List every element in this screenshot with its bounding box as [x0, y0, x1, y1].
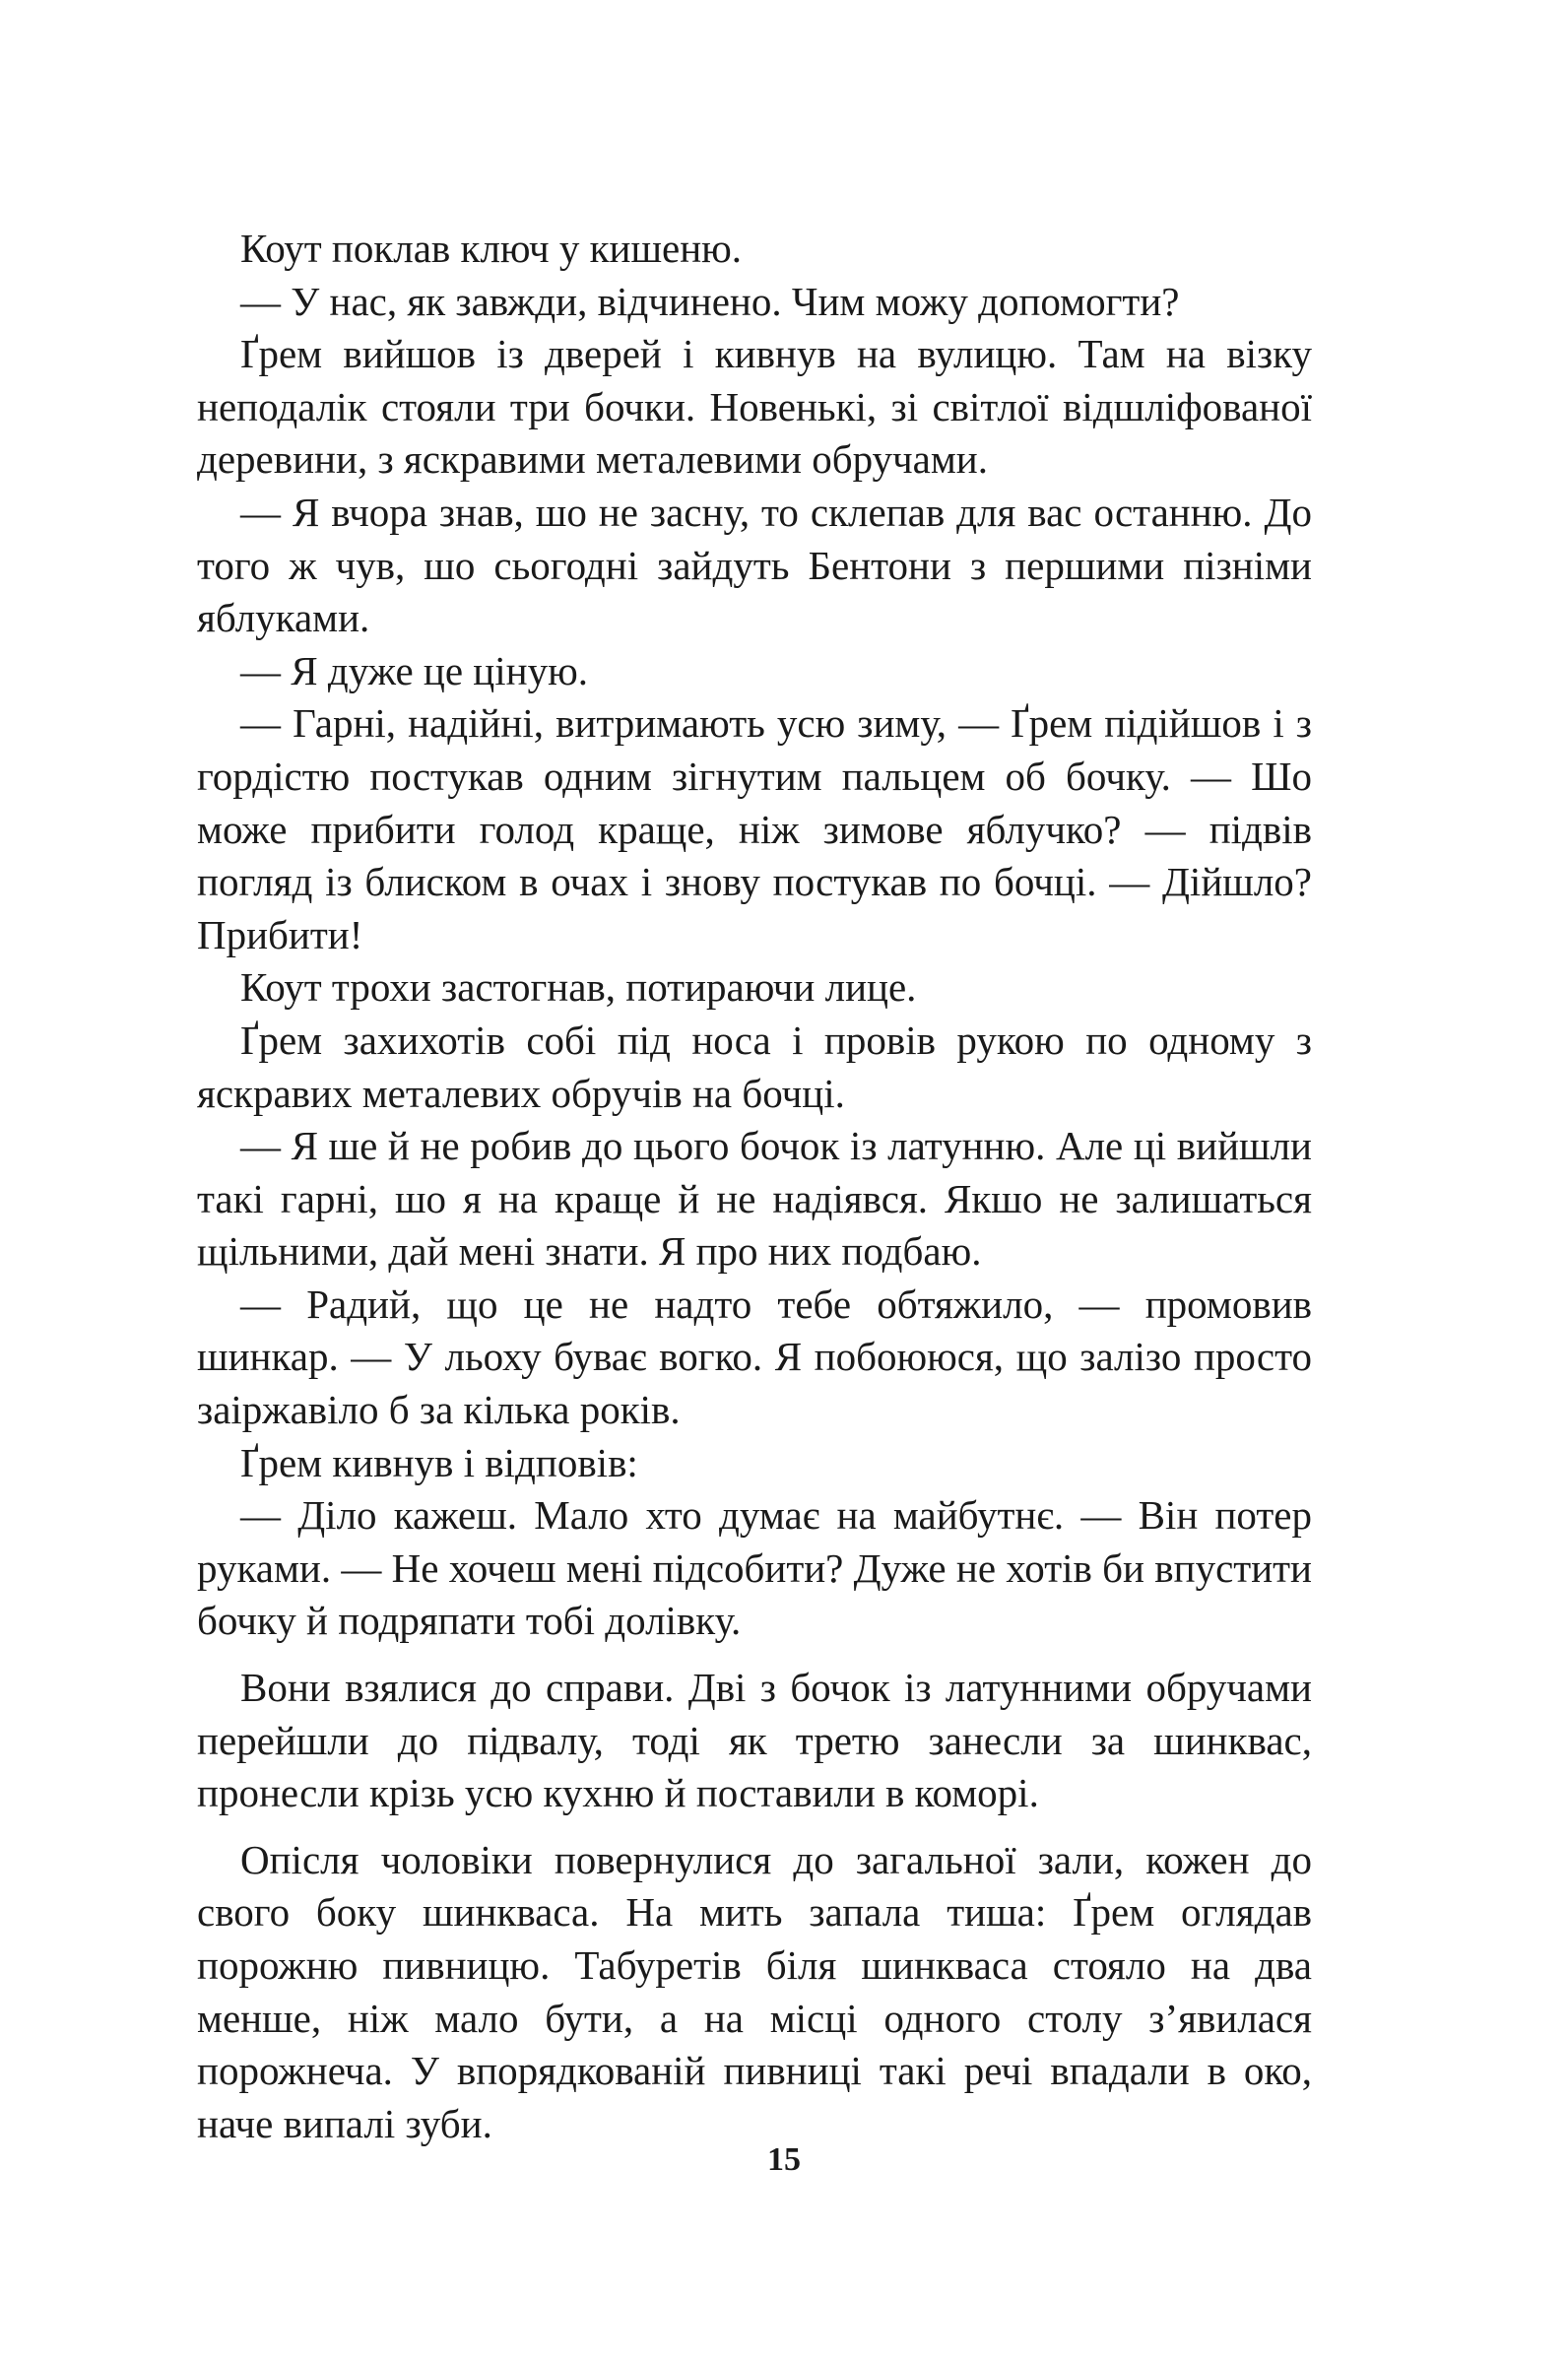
- paragraph: — Я дуже це ціную.: [240, 647, 588, 693]
- paragraph: Коут поклав ключ у кишеню.: [240, 226, 743, 271]
- page-number: 15: [767, 2141, 801, 2178]
- paragraph: — Радий, що це не надто тебе обтяжило, — промовив шинкар. — У льоху буває вогко. Я побоююся, що залізо просто заіржавіло б за кілька років.: [197, 1280, 1312, 1433]
- paragraph: — Я ше й не робив до цього бочок із латунню. Але ці вийшли такі гарні, шо я на краще й не надіявся. Якшо не залишаться щільними, дай мені знати. Я про них подбаю.: [197, 1123, 1312, 1275]
- paragraph: — Діло кажеш. Мало хто думає на майбутнє. — Він потер руками. — Не хочеш мені підсобити? Дуже не хотів би впустити бочку й подряпати тобі долівку.: [197, 1492, 1312, 1644]
- paragraph: Ґрем захихотів собі під носа і провів рукою по одному з яскравих металевих обручів на бочці.: [197, 1017, 1312, 1116]
- paragraph: Коут трохи застогнав, потираючи лице.: [240, 964, 917, 1011]
- body-text: [197, 223, 1312, 2150]
- paragraph: Ґрем вийшов із дверей і кивнув на вулицю. Там на візку неподалік стояли три бочки. Новенькі, зі світлої відшліфованої деревини, з яскравими металевими обручами.: [197, 331, 1312, 483]
- paragraph: Ґрем кивнув і відповів:: [240, 1439, 638, 1485]
- paragraph: — Гарні, надійні, витримають усю зиму, — Ґрем підійшов і з гордістю постукав одним зігнутим пальцем об бочку. — Шо може прибити голод краще, ніж зимове яблучко? — підвів погляд із блиском в очах і знову постукав по бочці. — Дійшло? Прибити!: [197, 700, 1312, 957]
- paragraph: — Я вчора знав, шо не засну, то склепав для вас останню. До того ж чув, шо сьогодні зайдуть Бентони з першими пізніми яблуками.: [197, 489, 1312, 641]
- paragraph: Вони взялися до справи. Дві з бочок із латунними обручами перейшли до підвалу, тоді як третю занесли за шинквас, пронесли крізь усю кухню й поставили в коморі.: [197, 1665, 1312, 1816]
- paragraph: Опісля чоловіки повернулися до загальної зали, кожен до свого боку шинкваса. На мить запала тиша: Ґрем оглядав порожню пивницю. Табуретів біля шинкваса стояло на два менше, ніж мало бути, а на місці одного столу з’явилася порожнеча. У впорядкованій пивниці такі речі впадали в око, наче випалі зуби.: [197, 1836, 1312, 2146]
- paragraph: — У нас, як завжди, відчинено. Чим можу допомогти?: [240, 278, 1180, 324]
